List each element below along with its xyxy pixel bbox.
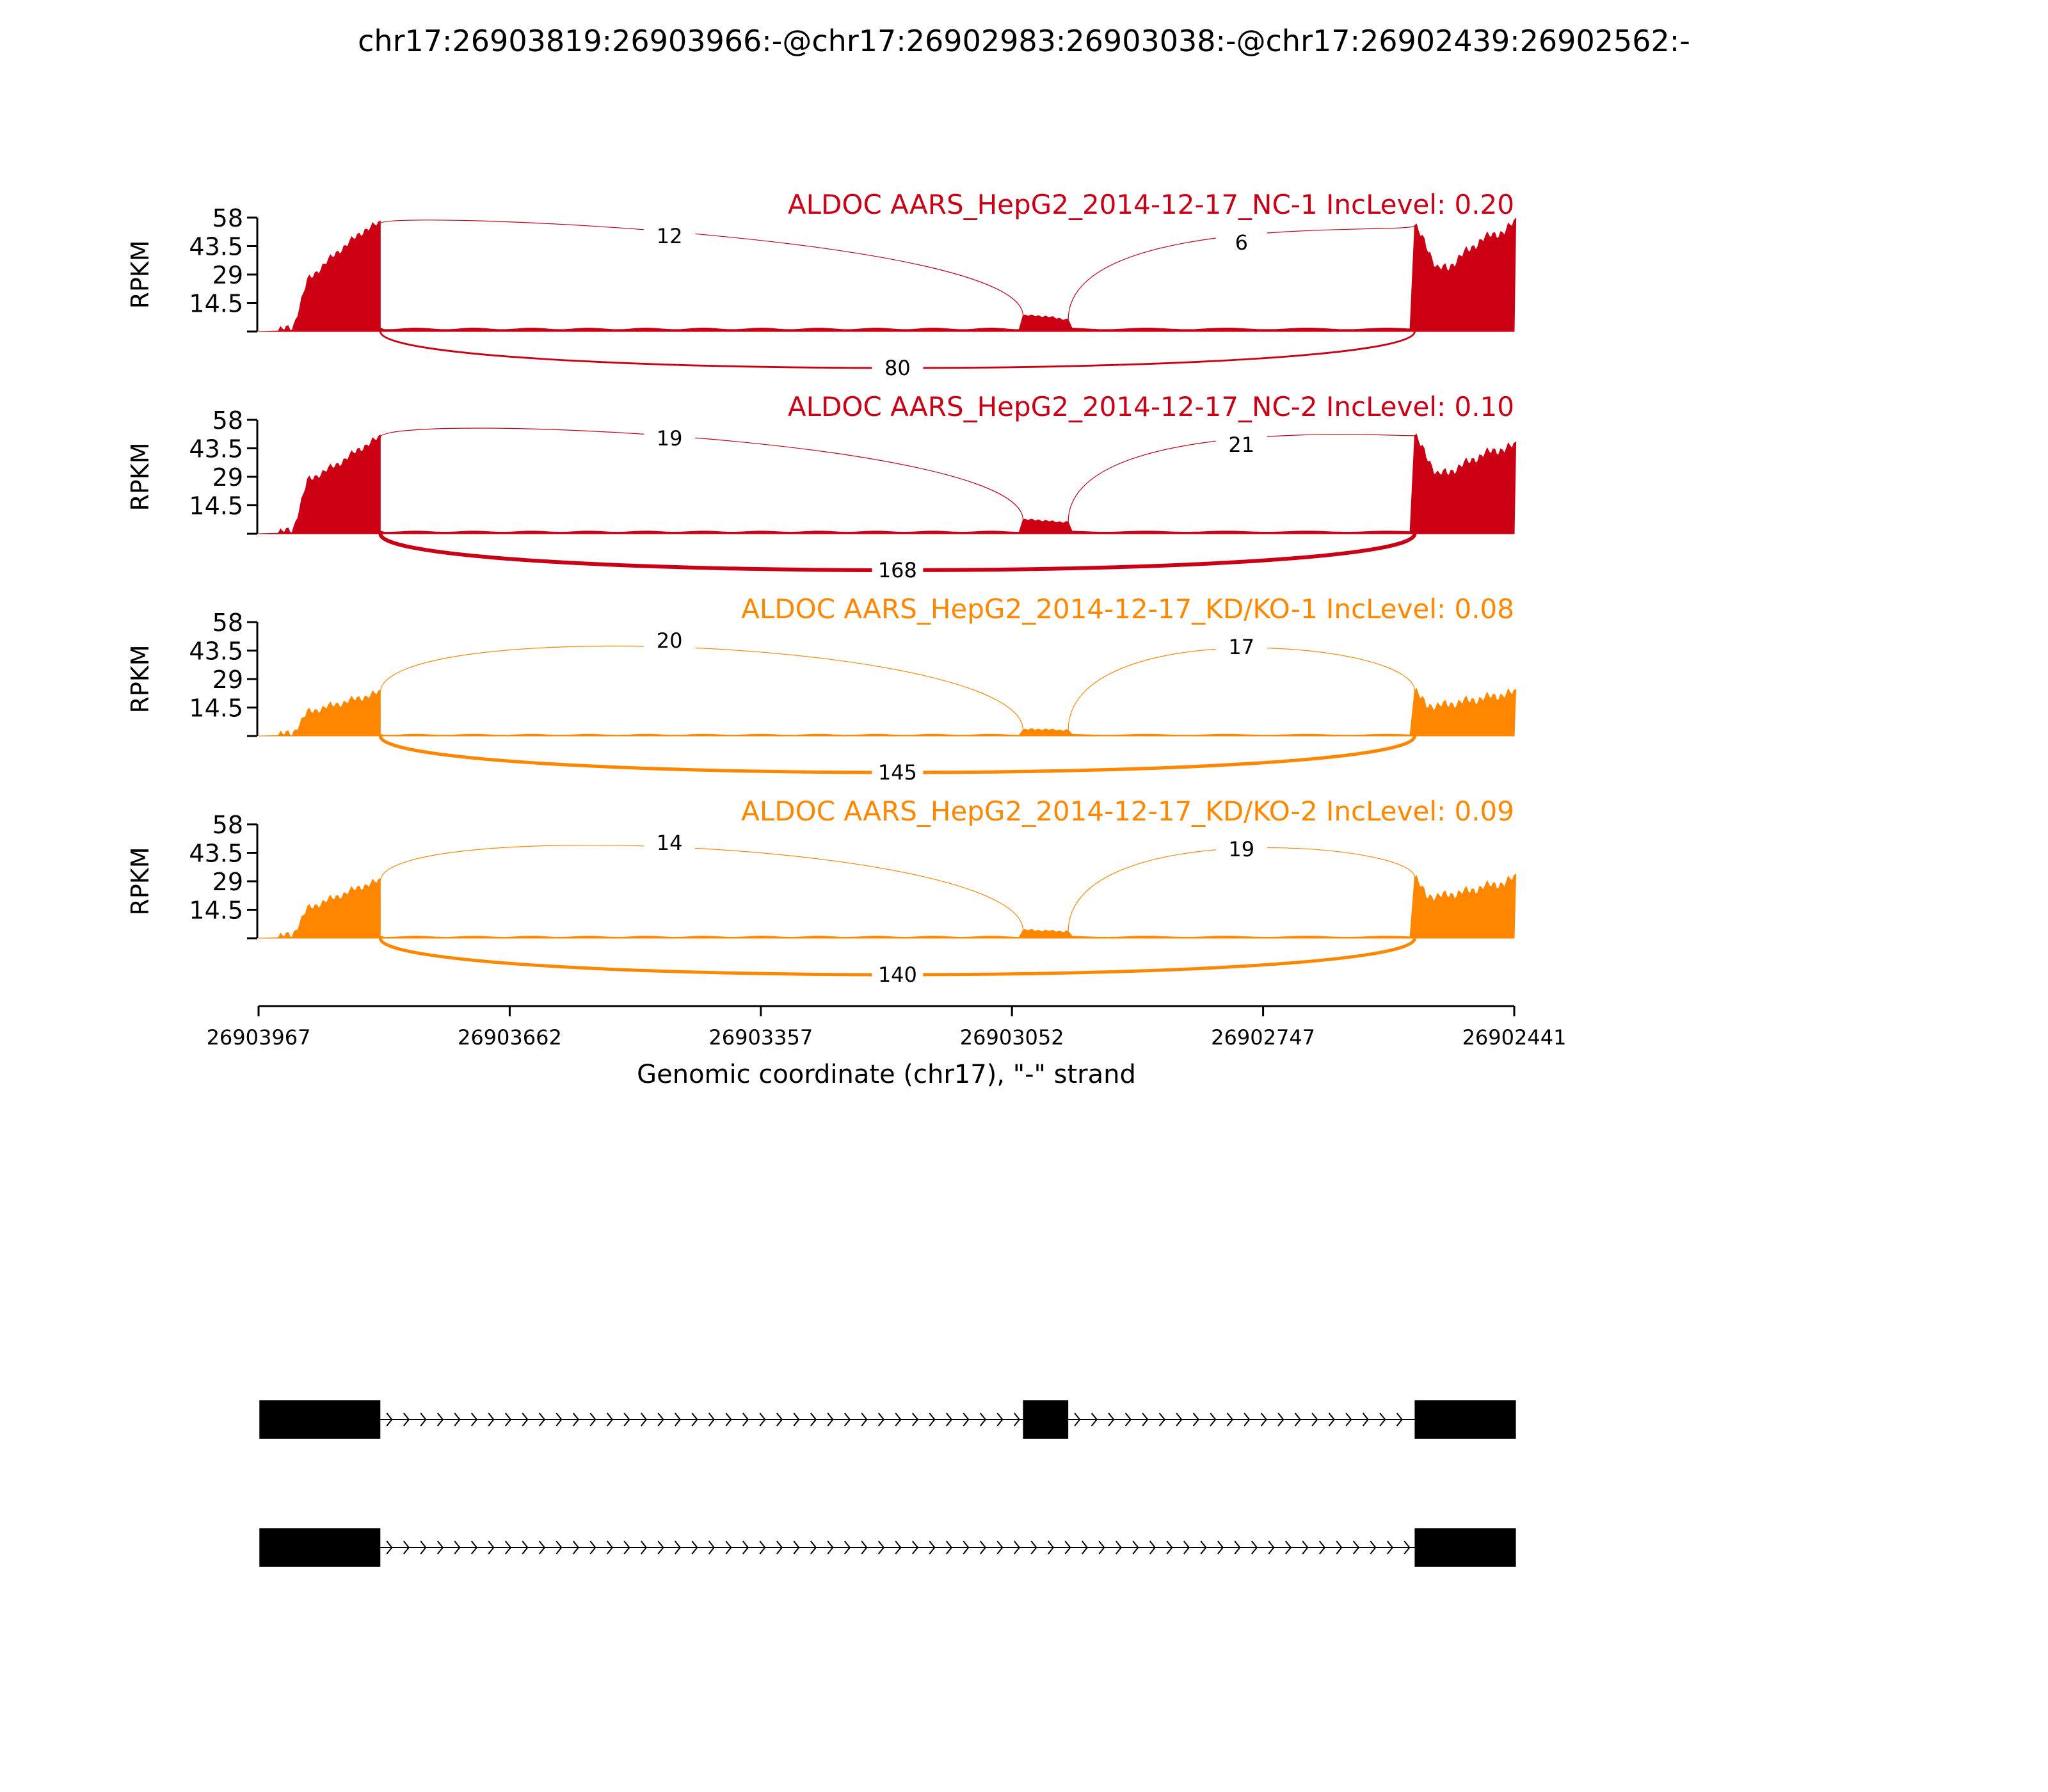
junction-label: 14 [656,831,683,855]
track-4 [126,796,1516,987]
junction-label: 168 [877,558,917,582]
exon-block [259,1400,380,1439]
x-tick-label: 26903662 [457,1025,562,1050]
junction-label: 6 [1235,230,1248,255]
y-axis-label: RPKM [126,847,154,916]
track-label: ALDOC AARS_HepG2_2014-12-17_KD/KO-1 IncLevel: 0.08 [741,593,1514,625]
coverage-area [259,689,1516,736]
y-tick-label: 29 [212,868,243,896]
x-tick-label: 26903357 [708,1025,813,1050]
y-tick-label: 29 [212,666,243,694]
track-1 [126,189,1516,380]
track-label: ALDOC AARS_HepG2_2014-12-17_KD/KO-2 IncLevel: 0.09 [741,796,1514,827]
junction-label: 19 [1228,837,1255,861]
junction-label: 145 [877,760,917,785]
y-axis-label: RPKM [126,442,154,511]
x-tick-label: 26902747 [1211,1025,1316,1050]
y-tick-label: 58 [212,609,243,637]
coverage-area [259,218,1516,332]
junction-label: 19 [656,426,683,451]
track-label: ALDOC AARS_HepG2_2014-12-17_NC-1 IncLevel: 0.20 [787,189,1514,220]
junction-label: 20 [656,628,683,653]
track-label: ALDOC AARS_HepG2_2014-12-17_NC-2 IncLevel: 0.10 [787,391,1514,422]
junction-arc [380,220,1023,316]
x-axis-label: Genomic coordinate (chr17), "-" strand [637,1060,1136,1089]
y-tick-label: 58 [212,406,243,435]
track-3 [126,593,1516,785]
coverage-area [259,874,1516,938]
y-tick-label: 58 [212,811,243,839]
coverage-area [259,435,1516,534]
exon-block [1414,1400,1516,1439]
x-tick-label: 26902441 [1462,1025,1567,1050]
y-tick-label: 43.5 [189,435,243,463]
x-axis [207,1006,1567,1089]
exon-block [259,1528,380,1567]
junction-label: 21 [1228,433,1255,457]
track-2 [126,391,1516,582]
isoform-skipping [259,1528,1516,1567]
exon-block [1023,1400,1068,1439]
junction-label: 17 [1228,635,1255,659]
isoform-inclusion [259,1400,1516,1439]
exon-block [1414,1528,1516,1567]
y-tick-label: 43.5 [189,232,243,261]
y-tick-label: 43.5 [189,637,243,666]
x-tick-label: 26903967 [206,1025,311,1050]
gene-models [259,1400,1516,1567]
junction-label: 140 [877,963,917,987]
y-tick-label: 14.5 [189,896,243,925]
junction-label: 12 [656,224,683,248]
y-tick-label: 43.5 [189,839,243,868]
y-axis-label: RPKM [126,240,154,309]
junction-arc [380,428,1023,520]
y-tick-label: 29 [212,261,243,289]
figure-title: chr17:26903819:26903966:-@chr17:26902983:26903038:-@chr17:26902439:26902562:- [358,24,1690,58]
y-tick-label: 29 [212,463,243,492]
x-tick-label: 26903052 [959,1025,1064,1050]
junction-arc [1068,648,1414,730]
y-tick-label: 14.5 [189,289,243,318]
junction-arc [380,646,1023,730]
y-tick-label: 14.5 [189,694,243,723]
junction-arc [380,845,1023,931]
coverage-tracks [126,189,1516,987]
y-tick-label: 14.5 [189,492,243,520]
y-tick-label: 58 [212,204,243,232]
y-axis-label: RPKM [126,644,154,714]
junction-label: 80 [884,356,911,380]
